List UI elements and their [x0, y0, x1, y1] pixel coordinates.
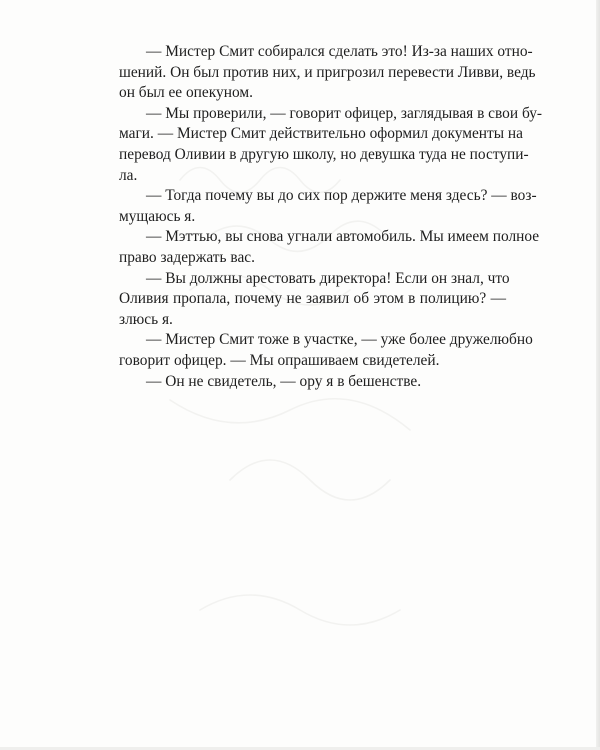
- text-line: он был ее опекуном.: [119, 84, 253, 102]
- paragraph: [92, 372, 506, 393]
- body-text: [92, 42, 543, 392]
- text-line: — Мэттью, вы снова угнали автомобиль. Мы имеем полное: [146, 228, 540, 246]
- text-line: право задержать вас.: [119, 248, 255, 266]
- text-line: — Он не свидетель, — ору я в бешенстве.: [146, 372, 422, 390]
- page-right-edge: [596, 0, 600, 750]
- paragraph: [92, 104, 543, 186]
- text-line: — Мистер Смит тоже в участке, — уже более дружелюбно: [146, 331, 533, 349]
- paragraph: [92, 186, 537, 227]
- text-line: злюсь я.: [119, 310, 173, 328]
- text-line: ла.: [119, 166, 138, 184]
- paragraph: [92, 269, 510, 331]
- text-line: перевод Оливии в другую школу, но девушка туда не поступи-: [119, 145, 529, 163]
- text-line: — Мистер Смит собирался сделать это! Из-за наших отно-: [146, 43, 533, 60]
- text-line: маги. — Мистер Смит действительно оформил документы на: [119, 125, 524, 143]
- text-line: говорит офицер. — Мы опрашиваем свидетелей.: [119, 351, 440, 369]
- paragraph: [92, 42, 536, 104]
- text-line: Оливия пропала, почему не заявил об этом в полицию? —: [119, 290, 506, 308]
- text-line: — Вы должны арестовать директора! Если он знал, что: [146, 269, 510, 287]
- text-line: — Мы проверили, — говорит офицер, заглядывая в свои бу-: [146, 104, 543, 122]
- paragraph: [92, 227, 540, 268]
- paragraph: [92, 330, 533, 371]
- text-line: мущаюсь я.: [119, 207, 196, 225]
- text-line: шений. Он был против них, и пригрозил перевести Ливви, ведь: [119, 63, 536, 81]
- text-line: — Тогда почему вы до сих пор держите меня здесь? — воз-: [146, 187, 537, 205]
